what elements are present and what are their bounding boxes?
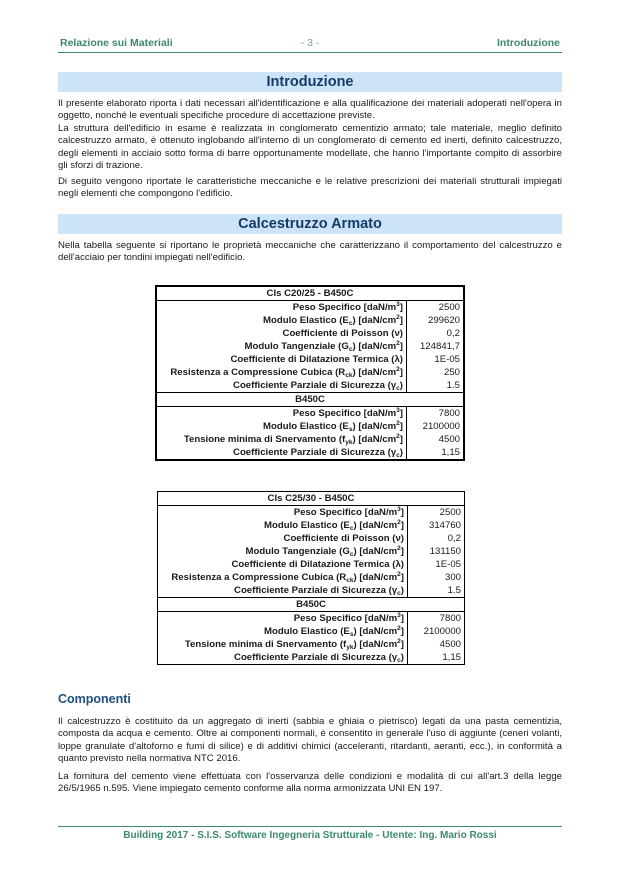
table-row: Resistenza a Compressione Cubica $(R_{ck})$ $[daN/cm^2]$ 250 (156, 366, 464, 379)
table-row: Coefficiente di Poisson (ν) 0,2 (156, 327, 464, 340)
steel-modulo-value: 2100000 (423, 626, 461, 637)
coeff-sicurezza-value: 1.5 (446, 380, 460, 391)
table-title: Cls C20/25 - B450C (156, 286, 464, 301)
intro-paragraph-1: Il presente elaborato riporta i dati necessari all'identificazione e alla qualificazione dei materiali adoperati nell'opera in oggetto, nonché le eventuali specifiche procedure di accettazione previste. (58, 98, 562, 122)
resistenza-value: 300 (444, 572, 461, 583)
dilatazione-value: 1E-05 (435, 559, 461, 570)
steel-snervamento-value: 4500 (439, 639, 461, 650)
componenti-paragraph-2: La fornitura del cemento viene effettuata con l'osservanza delle condizioni e modalità di cui all'art.3 della legge 26/5/1965 n.595. Viene impiegato cemento conforme alla norma armonizzata UNI EN 197. (58, 771, 562, 795)
page-header (58, 36, 562, 53)
steel-modulo-value: 2100000 (422, 421, 460, 432)
steel-snervamento-value: 4500 (438, 434, 460, 445)
steel-subtitle: B450C (158, 598, 465, 612)
modulo-elastico-value: 299620 (427, 315, 460, 326)
table-row: Peso Specifico $[daN/m^3]$ 7800 (158, 612, 465, 626)
table-row: Modulo Tangenziale $(G_c)$ $[daN/cm^2]$ 124841,7 (156, 340, 464, 353)
table-row: Peso Specifico $[daN/m^3]$ 2500 (158, 506, 465, 520)
intro-paragraph-3: Di seguito vengono riportate le caratteristiche meccaniche e le relative prescrizioni dei materiali strutturali impiegati negli elementi che compongono l'edificio. (58, 176, 562, 200)
table-row: Modulo Tangenziale $(G_c)$ $[daN/cm^2]$ 131150 (158, 545, 465, 558)
dilatazione-value: 1E-05 (434, 354, 460, 365)
steel-coeff-value: 1,15 (441, 447, 460, 458)
section-title-introduzione: Introduzione (58, 72, 562, 92)
table-row: Coefficiente di Dilatazione Termica (λ) 1E-05 (158, 558, 465, 571)
material-table-c25-30 (157, 491, 465, 665)
material-table-c20-25 (155, 285, 465, 461)
table-row: Coefficiente Parziale di Sicurezza $(\gamma_c)$ 1,15 (156, 446, 464, 460)
peso-specifico-value: 2500 (439, 507, 461, 518)
table-row: Coefficiente Parziale di Sicurezza $(\gamma_c)$ 1.5 (158, 584, 465, 598)
table-row: Modulo Elastico $(E_s)$ $[daN/cm^2]$ 2100000 (158, 625, 465, 638)
table-title: Cls C25/30 - B450C (158, 492, 465, 506)
table-row: Coefficiente Parziale di Sicurezza $(\gamma_c)$ 1,15 (158, 651, 465, 665)
table-row: Peso Specifico $[daN/m^3]$ 7800 (156, 407, 464, 421)
ca-paragraph: Nella tabella seguente si riportano le proprietà meccaniche che caratterizzano il comportamento del calcestruzzo e dell'acciaio per tondini impiegati nell'edificio. (58, 240, 562, 264)
peso-specifico-value: 2500 (438, 302, 460, 313)
subsection-title-componenti: Componenti (58, 692, 131, 706)
intro-paragraph-2: La struttura dell'edificio in esame è realizzata in conglomerato cementizio armato; tale materiale, meglio definito calcestruzzo armato, è ottenuto inglobando all'interno di un conglomerato di cemento ed inerti, definito calcestruzzo, degli elementi in acciaio sotto forma di barre opportunamente modellate, che hanno l'importante compito di assorbire gli sforzi di trazione. (58, 123, 562, 171)
chapter-title: Introduzione (497, 37, 560, 49)
table-row: Modulo Elastico $(E_s)$ $[daN/cm^2]$ 2100000 (156, 420, 464, 433)
steel-subtitle: B450C (156, 393, 464, 407)
section-title-calcestruzzo-armato: Calcestruzzo Armato (58, 214, 562, 234)
resistenza-value: 250 (443, 367, 460, 378)
modulo-elastico-value: 314760 (428, 520, 461, 531)
steel-coeff-value: 1,15 (442, 652, 461, 663)
page-footer: Building 2017 - S.I.S. Software Ingegneria Strutturale - Utente: Ing. Mario Rossi (58, 826, 562, 841)
table-row: Coefficiente Parziale di Sicurezza $(\gamma_c)$ 1.5 (156, 379, 464, 393)
steel-peso-value: 7800 (439, 613, 461, 624)
steel-peso-value: 7800 (438, 408, 460, 419)
poisson-value: 0,2 (447, 533, 461, 544)
modulo-tangenziale-value: 124841,7 (419, 341, 460, 352)
table-row: Modulo Elastico $(E_c)$ $[daN/cm^2]$ 299620 (156, 314, 464, 327)
table-row: Modulo Elastico $(E_c)$ $[daN/cm^2]$ 314760 (158, 519, 465, 532)
table-row: Tensione minima di Snervamento $(f_{yk})$ $[daN/cm^2]$ 4500 (156, 433, 464, 446)
poisson-value: 0,2 (446, 328, 460, 339)
table-row: Coefficiente di Dilatazione Termica (λ) 1E-05 (156, 353, 464, 366)
table-row: Coefficiente di Poisson (ν) 0,2 (158, 532, 465, 545)
table-row: Peso Specifico $[daN/m^3]$ 2500 (156, 301, 464, 315)
coeff-sicurezza-value: 1.5 (447, 585, 461, 596)
document-title: Relazione sui Materiali (60, 37, 173, 49)
modulo-tangenziale-value: 131150 (429, 546, 461, 557)
table-row: Tensione minima di Snervamento $(f_{yk})$ $[daN/cm^2]$ 4500 (158, 638, 465, 651)
page-number: - 3 - (300, 37, 320, 49)
componenti-paragraph-1: Il calcestruzzo è costituito da un aggregato di inerti (sabbia e ghiaia o pietrisco) legati da una pasta cementizia, composta da acqua e cemento. Oltre ai componenti normali, è consentito in generale l'uso di aggiunte (ceneri volanti, loppe granulate d'altoforno e fumi di silice) e di additivi chimici (acceleranti, ritardanti, aeranti, ecc.), in conformità a quanto previsto nella normativa NTC 2016. (58, 716, 562, 764)
table-row: Resistenza a Compressione Cubica $(R_{ck})$ $[daN/cm^2]$ 300 (158, 571, 465, 584)
